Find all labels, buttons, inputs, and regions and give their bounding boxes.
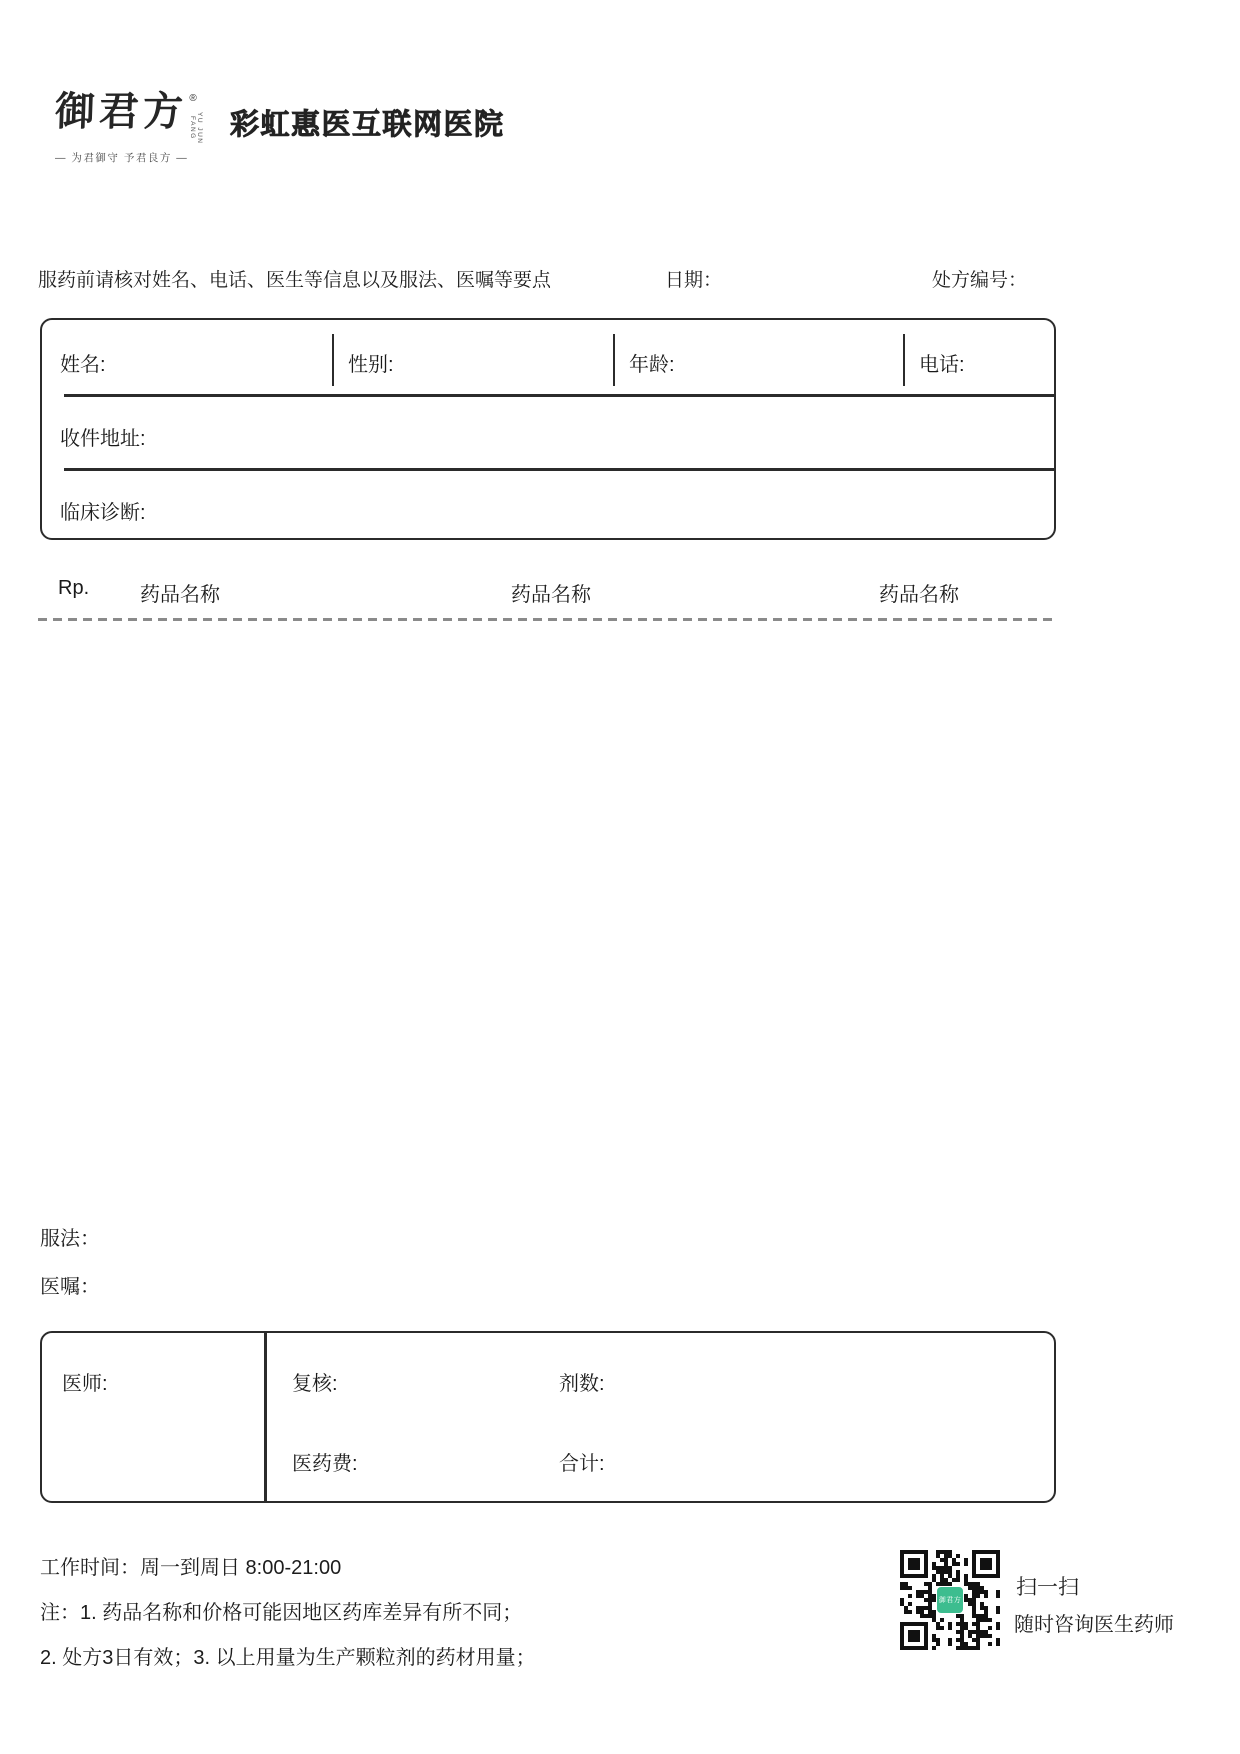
drug-name-column-header: 药品名称 bbox=[140, 584, 220, 606]
row-divider bbox=[64, 394, 1054, 397]
brand-logo-side bbox=[186, 93, 203, 150]
shipping-address-label: 收件地址: bbox=[60, 428, 146, 450]
signoff-box bbox=[40, 1331, 1056, 1503]
gender-label: 性别: bbox=[348, 354, 394, 376]
row-divider bbox=[64, 468, 1054, 471]
registered-trademark-mark: ® bbox=[189, 93, 197, 104]
column-divider bbox=[613, 334, 615, 386]
prescription-number-label: 处方编号： bbox=[932, 270, 1028, 291]
scan-caption: 扫一扫 bbox=[1016, 1576, 1079, 1599]
name-label: 姓名: bbox=[60, 354, 106, 376]
patient-info-box bbox=[40, 318, 1056, 540]
dashed-separator bbox=[38, 618, 1058, 621]
drug-name-column-header: 药品名称 bbox=[879, 584, 959, 606]
review-label: 复核: bbox=[292, 1373, 338, 1395]
usage-label: 服法： bbox=[40, 1228, 100, 1250]
medical-fee-label: 医药费: bbox=[292, 1453, 358, 1475]
column-divider bbox=[332, 334, 334, 386]
doctor-advice-label: 医嘱： bbox=[40, 1276, 100, 1298]
hospital-name: 彩虹惠医互联网医院 bbox=[230, 109, 505, 141]
column-divider bbox=[903, 334, 905, 386]
note-line-2: 2. 处方3日有效；3. 以上用量为生产颗粒剂的药材用量； bbox=[40, 1647, 536, 1669]
brand-logo-text: 御君方 bbox=[54, 88, 188, 135]
note-line-1: 注：1. 药品名称和价格可能因地区药库差异有所不同； bbox=[40, 1602, 523, 1624]
clinical-diagnosis-label: 临床诊断: bbox=[60, 502, 146, 524]
scan-subcaption: 随时咨询医生药师 bbox=[1014, 1614, 1174, 1636]
column-divider bbox=[264, 1333, 267, 1501]
dose-count-label: 剂数: bbox=[559, 1373, 605, 1395]
doctor-label: 医师: bbox=[62, 1373, 108, 1395]
rp-label: Rp. bbox=[58, 577, 90, 599]
drug-name-column-header: 药品名称 bbox=[511, 584, 591, 606]
date-label: 日期： bbox=[665, 270, 723, 291]
age-label: 年龄: bbox=[629, 354, 675, 376]
total-label: 合计: bbox=[559, 1453, 605, 1475]
qr-code bbox=[900, 1550, 1000, 1650]
work-hours-text: 工作时间：周一到周日 8:00-21:00 bbox=[40, 1557, 342, 1579]
phone-label: 电话: bbox=[919, 354, 965, 376]
brand-tagline: — 为君御守 予君良方 — bbox=[55, 152, 189, 164]
brand-logo-vertical-text: YU JUN FANG bbox=[189, 111, 203, 145]
verification-notice: 服药前请核对姓名、电话、医生等信息以及服法、医嘱等要点 bbox=[38, 270, 552, 291]
qr-center-logo: 御君方 bbox=[936, 1586, 964, 1614]
